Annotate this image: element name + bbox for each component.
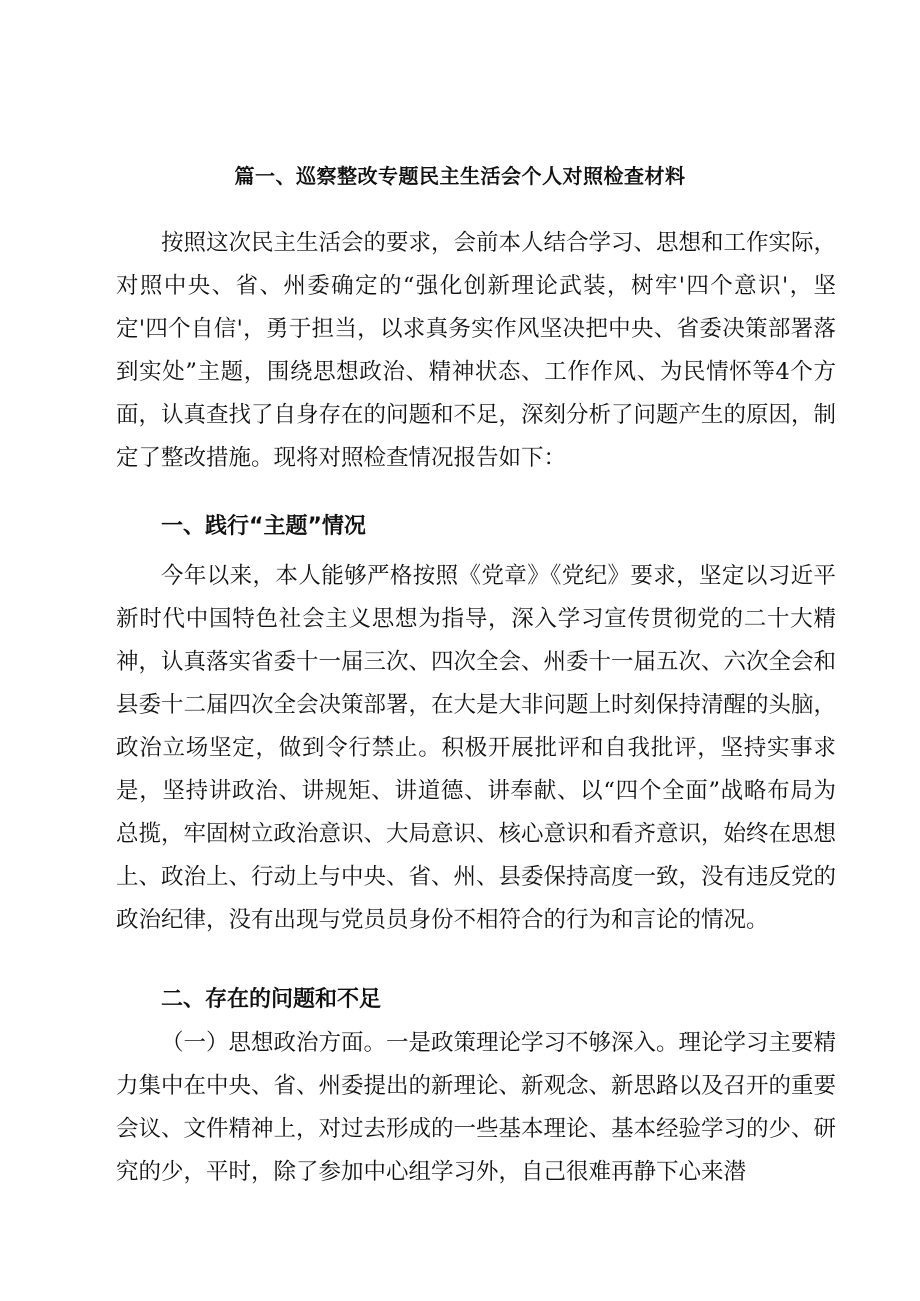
intro-paragraph: 按照这次民主生活会的要求，会前本人结合学习、思想和工作实际，对照中央、省、州委确定的“强化创新理论武装，树牢'四个意识'，坚定'四个自信'，勇于担当，以求真务实作风坚决把中央、省委决策部署落到实处”主题，围绕思想政治、精神状态、工作作风、为民情怀等4个方面，认真查找了自身存在的问题和不足，深刻分析了问题产生的原因，制定了整改措施。现将对照检查情况报告如下： [116, 230, 837, 471]
document-title: 篇一、巡察整改专题民主生活会个人对照检查材料 [234, 164, 686, 188]
section2-paragraph: （一）思想政治方面。一是政策理论学习不够深入。理论学习主要精力集中在中央、省、州委提出的新理论、新观念、新思路以及召开的重要会议、文件精神上，对过去形成的一些基本理论、基本经验学习的少、研究的少，平时，除了参加中心组学习外，自己很难再静下心来潜 [116, 1030, 837, 1185]
section2-heading: 二、存在的问题和不足 [161, 987, 382, 1012]
section1-heading: 一、践行“主题”情况 [161, 514, 366, 539]
section1-paragraph: 今年以来，本人能够严格按照《党章》《党纪》要求，坚定以习近平新时代中国特色社会主义思想为指导，深入学习宣传贯彻党的二十大精神，认真落实省委十一届三次、四次全会、州委十一届五次、六次全会和县委十二届四次全会决策部署，在大是大非问题上时刻保持清醒的头脑，政治立场坚定，做到令行禁止。积极开展批评和自我批评，坚持实事求是，坚持讲政治、讲规矩、讲道德、讲奉献、以“四个全面”战略布局为总揽，牢固树立政治意识、大局意识、核心意识和看齐意识，始终在思想上、政治上、行动上与中央、省、州、县委保持高度一致，没有违反党的政治纪律，没有出现与党员员身份不相符合的行为和言论的情况。 [116, 563, 837, 933]
